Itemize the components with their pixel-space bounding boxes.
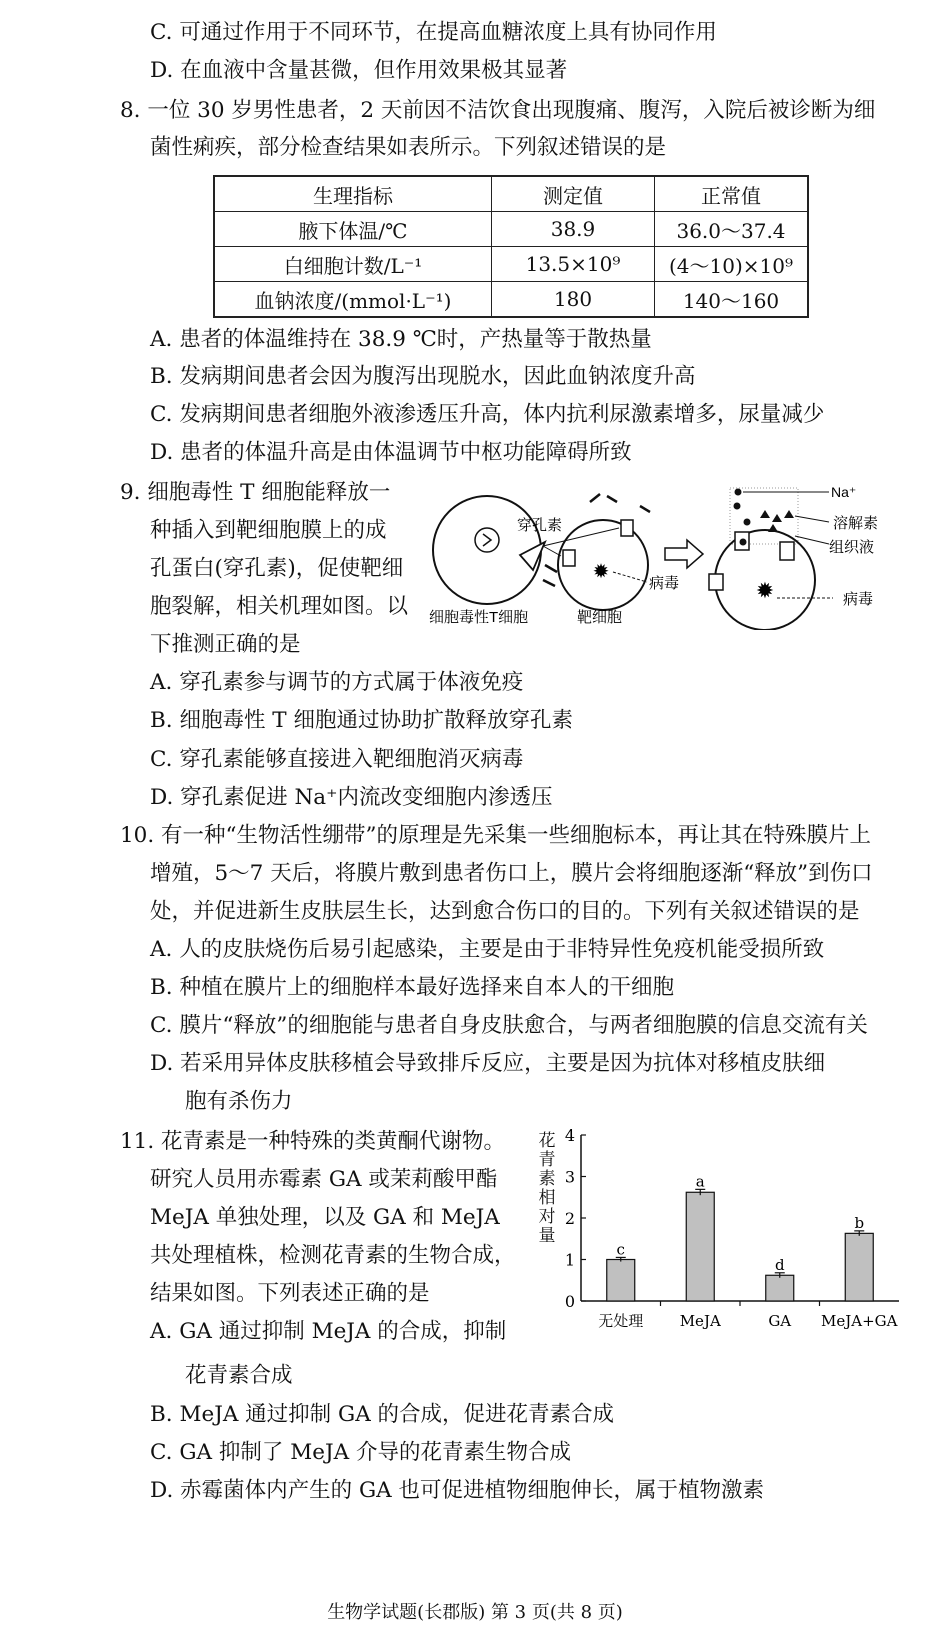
q9-option-a: A. 穿孔素参与调节的方式属于体液免疫 (150, 670, 524, 695)
anthocyanin-bar-chart (555, 1126, 910, 1336)
table-header: 测定值 (492, 176, 655, 212)
table-cell: 白细胞计数/L⁻¹ (214, 247, 492, 282)
q10-option-d-line2: 胞有杀伤力 (185, 1089, 293, 1114)
q9-option-c: C. 穿孔素能够直接进入靶细胞消灭病毒 (150, 747, 524, 772)
q8-option-a: A. 患者的体温维持在 38.9 ℃时，产热量等于散热量 (150, 327, 652, 352)
table-header: 正常值 (655, 176, 809, 212)
perforin-pore (621, 520, 633, 536)
q9-option-b: B. 细胞毒性 T 细胞通过协助扩散释放穿孔素 (150, 708, 573, 733)
granule (475, 528, 499, 552)
bar (686, 1192, 714, 1301)
q7-option-d: D. 在血液中含量甚微，但作用效果极其显著 (150, 58, 568, 83)
table-cell: 血钠浓度/(mmol·L⁻¹) (214, 282, 492, 318)
q11-stem-line3: MeJA 单独处理，以及 GA 和 MeJA (150, 1205, 500, 1230)
table-cell: 36.0～37.4 (655, 212, 809, 247)
tissue-fluid-label: 组织液 (829, 539, 875, 556)
perforin-pore (563, 550, 575, 566)
t-cell-shape (433, 496, 541, 604)
virus-label-right: 病毒 (843, 591, 874, 608)
q10-option-a: A. 人的皮肤烧伤后易引起感染，主要是由于非特异性免疫机能受损所致 (150, 937, 825, 962)
significance-label: c (616, 1240, 625, 1259)
table-cell: 140～160 (655, 282, 809, 318)
q11-option-c: C. GA 抑制了 MeJA 介导的花青素生物合成 (150, 1440, 571, 1465)
q9-stem-line3: 孔蛋白(穿孔素)，促使靶细 (150, 556, 404, 581)
q8-option-c: C. 发病期间患者细胞外液渗透压升高，体内抗利尿激素增多，尿量减少 (150, 402, 825, 427)
q8-option-d: D. 患者的体温升高是由体温调节中枢功能障碍所致 (150, 440, 632, 465)
q10-stem-line2: 增殖，5～7 天后，将膜片敷到患者伤口上，膜片会将细胞逐渐“释放”到伤口 (150, 861, 873, 886)
q9-option-d: D. 穿孔素促进 Na⁺内流改变细胞内渗透压 (150, 785, 553, 810)
table-header-row (214, 176, 808, 212)
table-row (214, 282, 808, 318)
na-label: Na⁺ (831, 484, 857, 500)
target-cell-label: 靶细胞 (577, 609, 623, 626)
q11-option-a-line1: A. GA 通过抑制 MeJA 的合成，抑制 (150, 1319, 507, 1344)
table-header: 生理指标 (214, 176, 492, 212)
lysozyme-label: 溶解素 (833, 515, 879, 532)
virus-label-left: 病毒 (649, 575, 680, 592)
perforin-label: 穿孔素 (517, 517, 563, 534)
x-tick-label: MeJA+GA (821, 1312, 898, 1330)
q11-option-b: B. MeJA 通过抑制 GA 的合成，促进花青素合成 (150, 1402, 615, 1427)
q11-stem-line1: 11. 花青素是一种特殊的类黄酮代谢物。 (120, 1129, 506, 1154)
y-tick-label: 4 (564, 1126, 575, 1145)
q8-stem-line2: 菌性痢疾，部分检查结果如表所示。下列叙述错误的是 (150, 135, 667, 160)
bar (766, 1275, 794, 1301)
x-tick-label: 无处理 (598, 1312, 644, 1330)
q9-stem-line4: 胞裂解，相关机理如图。以 (150, 594, 409, 619)
y-tick-label: 0 (564, 1292, 575, 1311)
q10-stem-line3: 处，并促进新生皮肤层生长，达到愈合伤口的目的。下列有关叙述错误的是 (150, 899, 860, 924)
q10-option-b: B. 种植在膜片上的细胞样本最好选择来自本人的干细胞 (150, 975, 674, 1000)
significance-label: a (695, 1172, 705, 1191)
table-row (214, 212, 808, 247)
x-tick-label: MeJA (679, 1312, 721, 1330)
virus-icon: ✹ (755, 579, 775, 604)
table-cell: 腋下体温/℃ (214, 212, 492, 247)
perforin-mechanism-figure (425, 480, 915, 630)
q10-stem-line1: 10. 有一种“生物活性绷带”的原理是先采集一些细胞标本，再让其在特殊膜片上 (120, 823, 872, 848)
q9-stem-line5: 下推测正确的是 (150, 632, 301, 657)
x-tick-label: GA (768, 1312, 792, 1330)
bar (845, 1233, 873, 1301)
table-cell: 13.5×10⁹ (492, 247, 655, 282)
q10-option-d-line1: D. 若采用异体皮肤移植会导致排斥反应，主要是因为抗体对移植皮肤细 (150, 1051, 826, 1076)
y-tick-label: 2 (564, 1209, 575, 1228)
q11-stem-line2: 研究人员用赤霉素 GA 或茉莉酸甲酯 (150, 1167, 498, 1192)
virus-icon: ✹ (592, 559, 610, 583)
q11-option-d: D. 赤霉菌体内产生的 GA 也可促进植物细胞伸长，属于植物激素 (150, 1478, 765, 1503)
q9-stem-line1: 9. 细胞毒性 T 细胞能释放一 (120, 480, 391, 505)
chart-ylabel: 花 青 素 相 对 量 (538, 1131, 556, 1246)
q8-option-b: B. 发病期间患者会因为腹泻出现脱水，因此血钠浓度升高 (150, 364, 696, 389)
y-tick-label: 3 (564, 1167, 575, 1187)
table-row (214, 247, 808, 282)
t-cell-label: 细胞毒性T细胞 (429, 609, 529, 626)
q10-option-c: C. 膜片“释放”的细胞能与患者自身皮肤愈合，与两者细胞膜的信息交流有关 (150, 1013, 868, 1038)
q7-option-c: C. 可通过作用于不同环节，在提高血糖浓度上具有协同作用 (150, 20, 717, 45)
significance-label: b (854, 1213, 865, 1232)
table-cell: 180 (492, 282, 655, 318)
table-cell: (4～10)×10⁹ (655, 247, 809, 282)
bar (607, 1260, 635, 1302)
q11-stem-line4: 共处理植株，检测花青素的生物合成， (150, 1243, 516, 1268)
q9-stem-line2: 种插入到靶细胞膜上的成 (150, 518, 387, 543)
y-tick-label: 1 (564, 1250, 575, 1270)
significance-label: d (774, 1255, 785, 1274)
page-footer: 生物学试题(长郡版) 第 3 页(共 8 页) (327, 1602, 623, 1623)
arrow-icon (665, 540, 703, 568)
q11-stem-line5: 结果如图。下列表述正确的是 (150, 1281, 430, 1306)
q8-stem-line1: 8. 一位 30 岁男性患者，2 天前因不洁饮食出现腹痛、腹泻，入院后被诊断为细 (120, 98, 876, 123)
q8-table (213, 175, 809, 318)
table-cell: 38.9 (492, 212, 655, 247)
q11-option-a-line2: 花青素合成 (185, 1363, 293, 1388)
